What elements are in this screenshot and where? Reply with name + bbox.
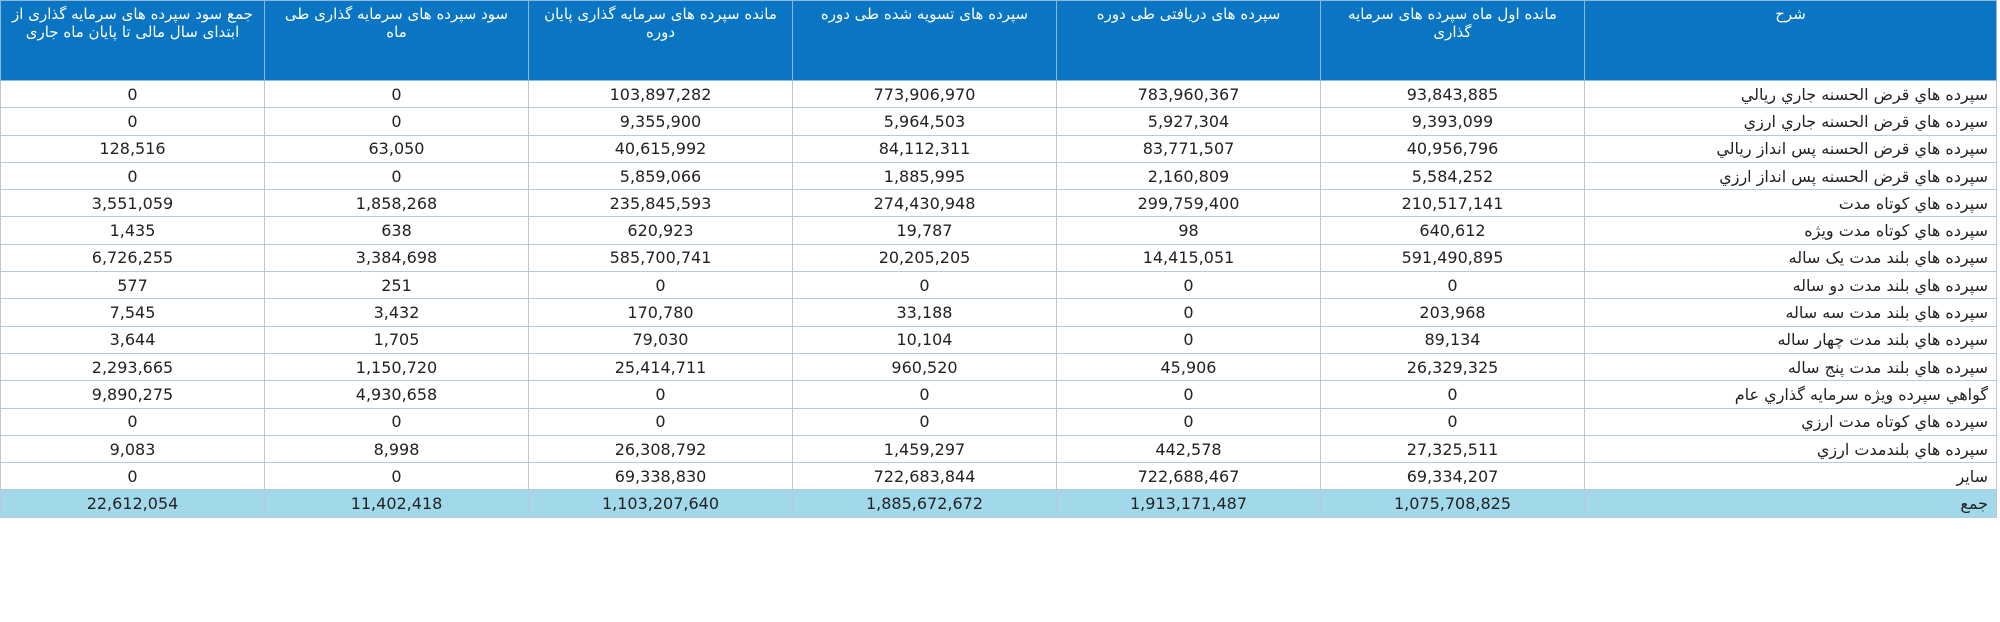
cell-profit-month: 63,050: [265, 135, 529, 162]
cell-desc: سپرده هاي بلند مدت دو ساله: [1585, 272, 1997, 299]
header-desc[interactable]: شرح: [1585, 1, 1997, 81]
cell-profit-ytd: 3,551,059: [1, 190, 265, 217]
cell-received: 2,160,809: [1057, 162, 1321, 189]
cell-profit-ytd: 9,083: [1, 435, 265, 462]
cell-closing: 103,897,282: [529, 81, 793, 108]
header-settled[interactable]: سپرده های تسویه شده طی دوره: [793, 1, 1057, 81]
table-row: [1, 217, 1997, 244]
header-opening[interactable]: مانده اول ماه سپرده های سرمایه گذاری: [1321, 1, 1585, 81]
cell-settled: 33,188: [793, 299, 1057, 326]
cell-settled: 0: [793, 408, 1057, 435]
cell-opening: 26,329,325: [1321, 353, 1585, 380]
cell-closing: 170,780: [529, 299, 793, 326]
total-received: 1,913,171,487: [1057, 490, 1321, 517]
cell-closing: 585,700,741: [529, 244, 793, 271]
table-row: [1, 381, 1997, 408]
cell-settled: 1,885,995: [793, 162, 1057, 189]
cell-closing: 79,030: [529, 326, 793, 353]
table-row: [1, 244, 1997, 271]
cell-received: 442,578: [1057, 435, 1321, 462]
cell-settled: 722,683,844: [793, 463, 1057, 490]
cell-profit-ytd: 2,293,665: [1, 353, 265, 380]
cell-profit-month: 251: [265, 272, 529, 299]
cell-opening: 9,393,099: [1321, 108, 1585, 135]
cell-settled: 10,104: [793, 326, 1057, 353]
total-closing: 1,103,207,640: [529, 490, 793, 517]
cell-opening: 640,612: [1321, 217, 1585, 244]
cell-settled: 0: [793, 272, 1057, 299]
cell-profit-ytd: 3,644: [1, 326, 265, 353]
cell-desc: سپرده هاي قرض الحسنه جاري ريالي: [1585, 81, 1997, 108]
total-profit-month: 11,402,418: [265, 490, 529, 517]
cell-received: 98: [1057, 217, 1321, 244]
cell-desc: سپرده هاي بلند مدت يک ساله: [1585, 244, 1997, 271]
cell-received: 0: [1057, 381, 1321, 408]
header-received[interactable]: سپرده های دریافتی طی دوره: [1057, 1, 1321, 81]
cell-settled: 1,459,297: [793, 435, 1057, 462]
cell-opening: 0: [1321, 272, 1585, 299]
header-profit-month[interactable]: سود سپرده های سرمایه گذاری طی ماه: [265, 1, 529, 81]
cell-profit-ytd: 6,726,255: [1, 244, 265, 271]
cell-opening: 0: [1321, 381, 1585, 408]
cell-opening: 210,517,141: [1321, 190, 1585, 217]
table-row: [1, 162, 1997, 189]
total-profit-ytd: 22,612,054: [1, 490, 265, 517]
cell-opening: 0: [1321, 408, 1585, 435]
cell-profit-ytd: 0: [1, 81, 265, 108]
cell-closing: 0: [529, 381, 793, 408]
table-row: [1, 299, 1997, 326]
cell-profit-month: 1,858,268: [265, 190, 529, 217]
cell-desc: سپرده هاي قرض الحسنه پس انداز ريالي: [1585, 135, 1997, 162]
cell-closing: 25,414,711: [529, 353, 793, 380]
cell-received: 83,771,507: [1057, 135, 1321, 162]
cell-settled: 20,205,205: [793, 244, 1057, 271]
cell-settled: 0: [793, 381, 1057, 408]
cell-received: 14,415,051: [1057, 244, 1321, 271]
cell-profit-ytd: 7,545: [1, 299, 265, 326]
cell-desc: ساير: [1585, 463, 1997, 490]
total-row: [1, 490, 1997, 517]
cell-profit-ytd: 1,435: [1, 217, 265, 244]
header-closing[interactable]: مانده سپرده های سرمایه گذاری پایان دوره: [529, 1, 793, 81]
cell-profit-ytd: 128,516: [1, 135, 265, 162]
total-settled: 1,885,672,672: [793, 490, 1057, 517]
cell-profit-ytd: 577: [1, 272, 265, 299]
table-row: [1, 135, 1997, 162]
cell-profit-ytd: 0: [1, 463, 265, 490]
cell-received: 0: [1057, 299, 1321, 326]
cell-desc: سپرده هاي بلند مدت پنج ساله: [1585, 353, 1997, 380]
cell-desc: سپرده هاي بلندمدت ارزي: [1585, 435, 1997, 462]
cell-desc: سپرده هاي كوتاه مدت ارزي: [1585, 408, 1997, 435]
cell-desc: سپرده هاي بلند مدت سه ساله: [1585, 299, 1997, 326]
cell-received: 0: [1057, 272, 1321, 299]
cell-profit-month: 0: [265, 162, 529, 189]
cell-desc: گواهي سپرده ويژه سرمايه گذاري عام: [1585, 381, 1997, 408]
table-row: [1, 463, 1997, 490]
cell-settled: 5,964,503: [793, 108, 1057, 135]
table-row: [1, 272, 1997, 299]
cell-settled: 84,112,311: [793, 135, 1057, 162]
cell-desc: سپرده هاي قرض الحسنه پس انداز ارزي: [1585, 162, 1997, 189]
cell-received: 45,906: [1057, 353, 1321, 380]
cell-received: 722,688,467: [1057, 463, 1321, 490]
cell-profit-month: 1,705: [265, 326, 529, 353]
cell-profit-month: 0: [265, 408, 529, 435]
cell-opening: 93,843,885: [1321, 81, 1585, 108]
cell-settled: 773,906,970: [793, 81, 1057, 108]
cell-desc: سپرده هاي كوتاه مدت ويژه: [1585, 217, 1997, 244]
cell-desc: سپرده هاي قرض الحسنه جاري ارزي: [1585, 108, 1997, 135]
cell-closing: 5,859,066: [529, 162, 793, 189]
table-row: [1, 190, 1997, 217]
total-desc: جمع: [1585, 490, 1997, 517]
cell-settled: 960,520: [793, 353, 1057, 380]
cell-profit-month: 0: [265, 108, 529, 135]
cell-closing: 9,355,900: [529, 108, 793, 135]
table-row: [1, 326, 1997, 353]
cell-opening: 89,134: [1321, 326, 1585, 353]
cell-opening: 5,584,252: [1321, 162, 1585, 189]
cell-profit-ytd: 0: [1, 408, 265, 435]
table-row: [1, 408, 1997, 435]
cell-closing: 40,615,992: [529, 135, 793, 162]
cell-profit-month: 8,998: [265, 435, 529, 462]
cell-desc: سپرده هاي كوتاه مدت: [1585, 190, 1997, 217]
cell-profit-month: 3,432: [265, 299, 529, 326]
cell-profit-month: 638: [265, 217, 529, 244]
table-row: [1, 353, 1997, 380]
cell-received: 0: [1057, 408, 1321, 435]
cell-opening: 69,334,207: [1321, 463, 1585, 490]
header-row: [1, 1, 1997, 81]
table-row: [1, 435, 1997, 462]
cell-opening: 40,956,796: [1321, 135, 1585, 162]
cell-received: 5,927,304: [1057, 108, 1321, 135]
cell-opening: 203,968: [1321, 299, 1585, 326]
table-body: [1, 81, 1997, 518]
cell-received: 299,759,400: [1057, 190, 1321, 217]
cell-profit-ytd: 0: [1, 108, 265, 135]
cell-profit-month: 1,150,720: [265, 353, 529, 380]
header-profit-ytd[interactable]: جمع سود سپرده های سرمایه گذاری از ابتدای سال مالی تا پایان ماه جاری: [1, 1, 265, 81]
cell-profit-month: 0: [265, 463, 529, 490]
cell-desc: سپرده هاي بلند مدت چهار ساله: [1585, 326, 1997, 353]
cell-closing: 0: [529, 272, 793, 299]
cell-received: 0: [1057, 326, 1321, 353]
cell-opening: 591,490,895: [1321, 244, 1585, 271]
cell-profit-month: 0: [265, 81, 529, 108]
table-row: [1, 81, 1997, 108]
cell-profit-month: 4,930,658: [265, 381, 529, 408]
cell-profit-month: 3,384,698: [265, 244, 529, 271]
cell-settled: 19,787: [793, 217, 1057, 244]
cell-settled: 274,430,948: [793, 190, 1057, 217]
cell-closing: 0: [529, 408, 793, 435]
total-opening: 1,075,708,825: [1321, 490, 1585, 517]
cell-profit-ytd: 9,890,275: [1, 381, 265, 408]
cell-opening: 27,325,511: [1321, 435, 1585, 462]
cell-closing: 69,338,830: [529, 463, 793, 490]
cell-closing: 235,845,593: [529, 190, 793, 217]
cell-closing: 620,923: [529, 217, 793, 244]
table-row: [1, 108, 1997, 135]
cell-profit-ytd: 0: [1, 162, 265, 189]
cell-received: 783,960,367: [1057, 81, 1321, 108]
cell-closing: 26,308,792: [529, 435, 793, 462]
